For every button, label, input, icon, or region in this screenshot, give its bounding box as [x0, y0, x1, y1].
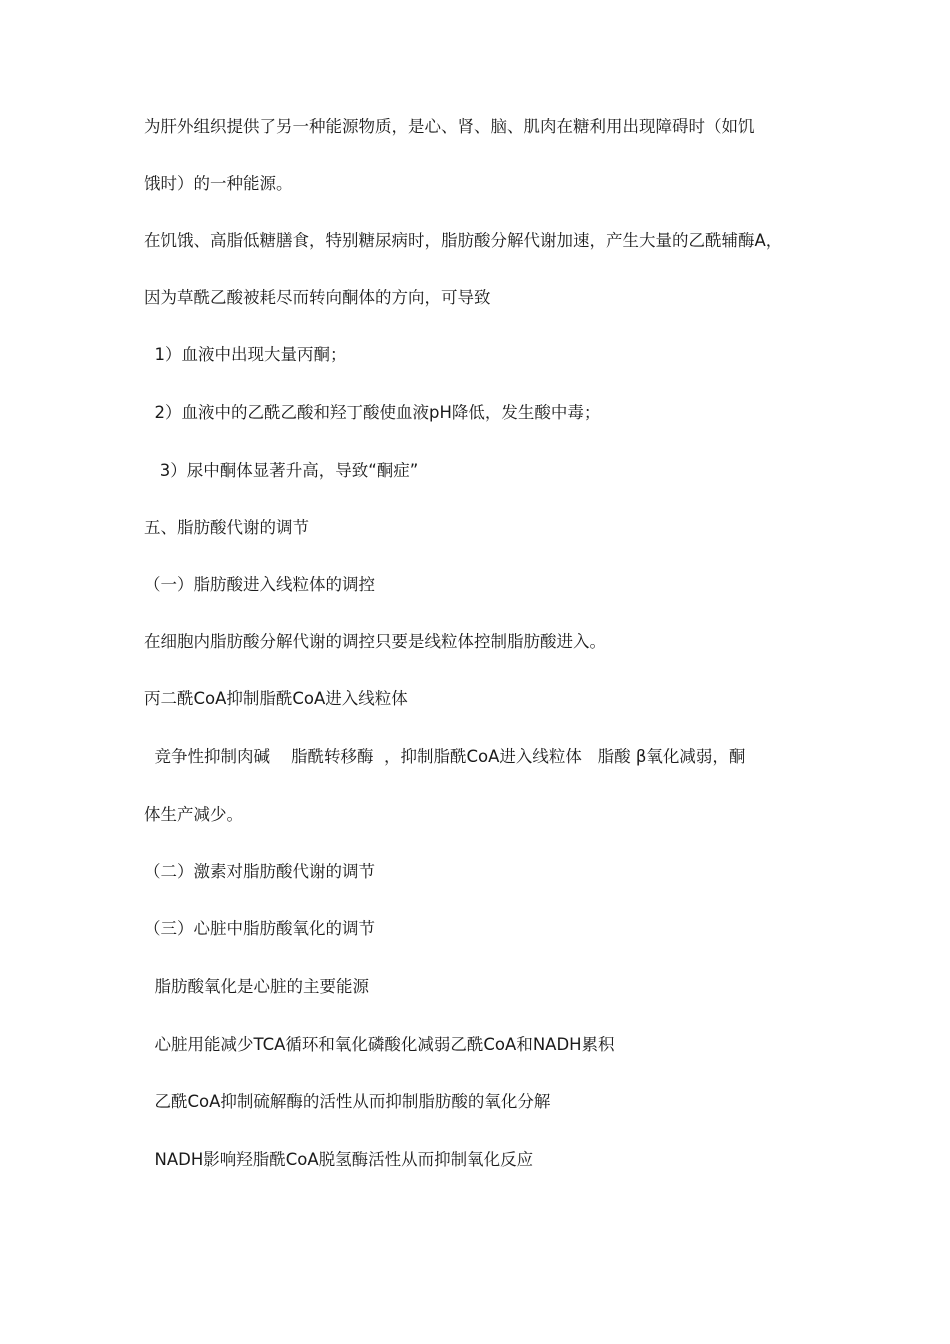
- list-item-4: 竞争性抑制肉碱 脂酰转移酶 ，抑制脂酰CoA进入线粒体 脂酸 β氧化减弱，酮: [144, 747, 746, 766]
- list-item-8: NADH影响羟脂酰CoA脱氢酶活性从而抑制氧化反应: [144, 1150, 534, 1169]
- subsection-heading-3: （三）心脏中脂肪酸氧化的调节: [144, 919, 375, 938]
- list-item-2: 2）血液中的乙酰乙酸和羟丁酸使血液pH降低，发生酸中毒；: [144, 403, 601, 422]
- subsection-heading-2: （二）激素对脂肪酸代谢的调节: [144, 862, 375, 881]
- paragraph-line-6: 丙二酰CoA抑制脂酰CoA进入线粒体: [144, 689, 408, 708]
- list-item-7: 乙酰CoA抑制硫解酶的活性从而抑制脂肪酸的氧化分解: [144, 1092, 551, 1111]
- list-item-3: 3）尿中酮体显著升高，导致“酮症”: [144, 461, 419, 480]
- paragraph-line-7: 体生产减少。: [144, 805, 243, 824]
- paragraph-line-3: 在饥饿、高脂低糖膳食，特别糖尿病时，脂肪酸分解代谢加速，产生大量的乙酰辅酶A，: [144, 231, 783, 250]
- subsection-heading-1: （一）脂肪酸进入线粒体的调控: [144, 575, 375, 594]
- section-heading-5: 五、脂肪酸代谢的调节: [144, 518, 309, 537]
- paragraph-line-2: 饿时）的一种能源。: [144, 174, 293, 193]
- paragraph-line-4: 因为草酰乙酸被耗尽而转向酮体的方向，可导致: [144, 288, 491, 307]
- list-item-5: 脂肪酸氧化是心脏的主要能源: [144, 977, 369, 996]
- list-item-1: 1）血液中出现大量丙酮；: [144, 345, 347, 364]
- paragraph-line-5: 在细胞内脂肪酸分解代谢的调控只要是线粒体控制脂肪酸进入。: [144, 632, 606, 651]
- paragraph-line-1: 为肝外组织提供了另一种能源物质，是心、肾、脑、肌肉在糖利用出现障碍时（如饥: [144, 117, 755, 136]
- list-item-6: 心脏用能减少TCA循环和氧化磷酸化减弱乙酰CoA和NADH累积: [144, 1035, 615, 1054]
